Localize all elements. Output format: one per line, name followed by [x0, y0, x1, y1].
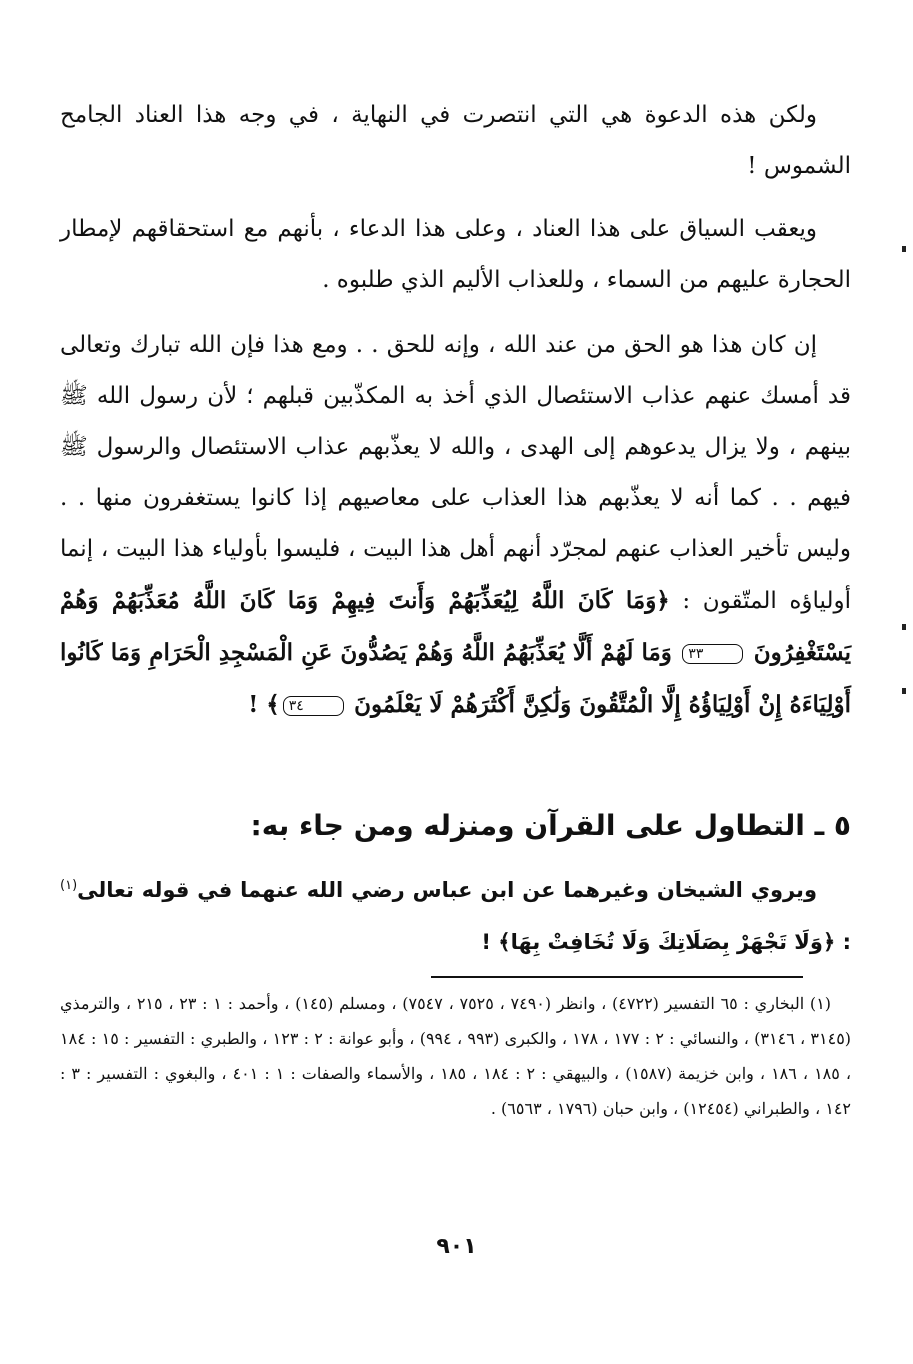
- quran-closing: ﴾ !: [248, 691, 280, 718]
- quran-verse-110: ﴿وَلَا تَجْهَرْ بِصَلَاتِكَ وَلَا تُخَافِتْ بِهَا﴾ !: [481, 930, 836, 954]
- paragraph-2: ويعقب السياق على هذا العناد ، وعلى هذا الدعاء ، بأنهم مع استحقاقهم لإمطار الحجارة عليهم من السماء ، وللعذاب الأليم الذي طلبوه .: [60, 216, 851, 293]
- footnote-divider: [431, 976, 803, 978]
- footnote-1: (١) البخاري : ٦٥ التفسير (٤٧٢٢) ، وانظر (٧٤٩٠ ، ٧٥٢٥ ، ٧٥٤٧) ، ومسلم (١٤٥) ، وأحمد : ١ : ٢٣ ، ٢١٥ ، والترمذي (٣١٤٥ ، ٣١٤٦) ، والنسائي : ٢ : ١٧٧ ، ١٧٨ ، والكبرى (٩٩٣ ، ٩٩٤) ، وأبو عوانة : ٢ : ١٢٣ ، والطبري : التفسير : ١٥ : ١٨٤ ، ١٨٥ ، ١٨٦ ، وابن خزيمة (١٥٨٧) ، والبيهقي : ٢ : ١٨٤ ، ١٨٥ ، والأسماء والصفات : ١ : ٤٠١ ، والبغوي : التفسير : ٣ : ١٤٢ ، والطبراني (١٢٤٥٤) ، وابن حبان (١٧٩٦ ، ٦٥٦٣) .: [60, 994, 852, 1118]
- paragraph-3: [60, 320, 851, 731]
- main-text: [60, 90, 851, 745]
- footnote-reference[interactable]: (١): [60, 878, 78, 893]
- paragraph-1: ولكن هذه الدعوة هي التي انتصرت في النهاية ، في وجه هذا العناد الجامح الشموس !: [60, 102, 851, 179]
- paragraph-3-text: إن كان هذا هو الحق من عند الله ، وإنه للحق . . ومع هذا فإن الله تبارك وتعالى قد أمسك عنهم عذاب الاستئصال الذي أخذ به المكذّبين قبلهم ؛ لأن رسول الله ﷺ بينهم ، ولا يزال يدعوهم إلى الهدى ، والله لا يعذّبهم عذاب الاستئصال والرسول ﷺ فيهم . . كما أنه لا يعذّبهم هذا العذاب على معاصيهم إذا كانوا يستغفرون منها . . وليس تأخير العذاب عنهم لمجرّد أنهم أهل هذا البيت ، فليسوا بأولياء هذا البيت ، إنما أولياؤه المتّقون :: [60, 332, 851, 614]
- quran-verse-34: وَمَا لَهُمْ أَلَّا يُعَذِّبَهُمُ اللَّهُ وَهُمْ يَصُدُّونَ عَنِ الْمَسْجِدِ الْحَرَامِ وَمَا كَانُوا أَوْلِيَاءَهُ إِنْ أَوْلِيَاؤُهُ إِلَّا الْمُتَّقُونَ وَلَٰكِنَّ أَكْثَرَهُمْ لَا يَعْلَمُونَ: [60, 639, 851, 718]
- ayah-number-33: ٣٣: [682, 644, 743, 664]
- section-heading: ٥ ـ التطاول على القرآن ومنزله ومن جاء به:: [250, 809, 851, 842]
- page-number: ٩٠١: [436, 1234, 477, 1259]
- margin-mark: [902, 688, 906, 694]
- bold-paragraph-text: ويروي الشيخان وغيرهما عن ابن عباس رضي الله عنهما في قوله تعالى: [77, 878, 817, 902]
- margin-mark: [902, 624, 906, 630]
- bold-paragraph: [60, 860, 851, 968]
- quran-verse-33: ﴿وَمَا كَانَ اللَّهُ لِيُعَذِّبَهُمْ وَأَنتَ فِيهِمْ وَمَا كَانَ اللَّهُ مُعَذِّبَهُمْ وَهُمْ يَسْتَغْفِرُونَ: [60, 587, 852, 666]
- ayah-number-34: ٣٤: [283, 696, 344, 716]
- margin-mark: [902, 246, 906, 252]
- bold-paragraph-separator: :: [835, 930, 851, 954]
